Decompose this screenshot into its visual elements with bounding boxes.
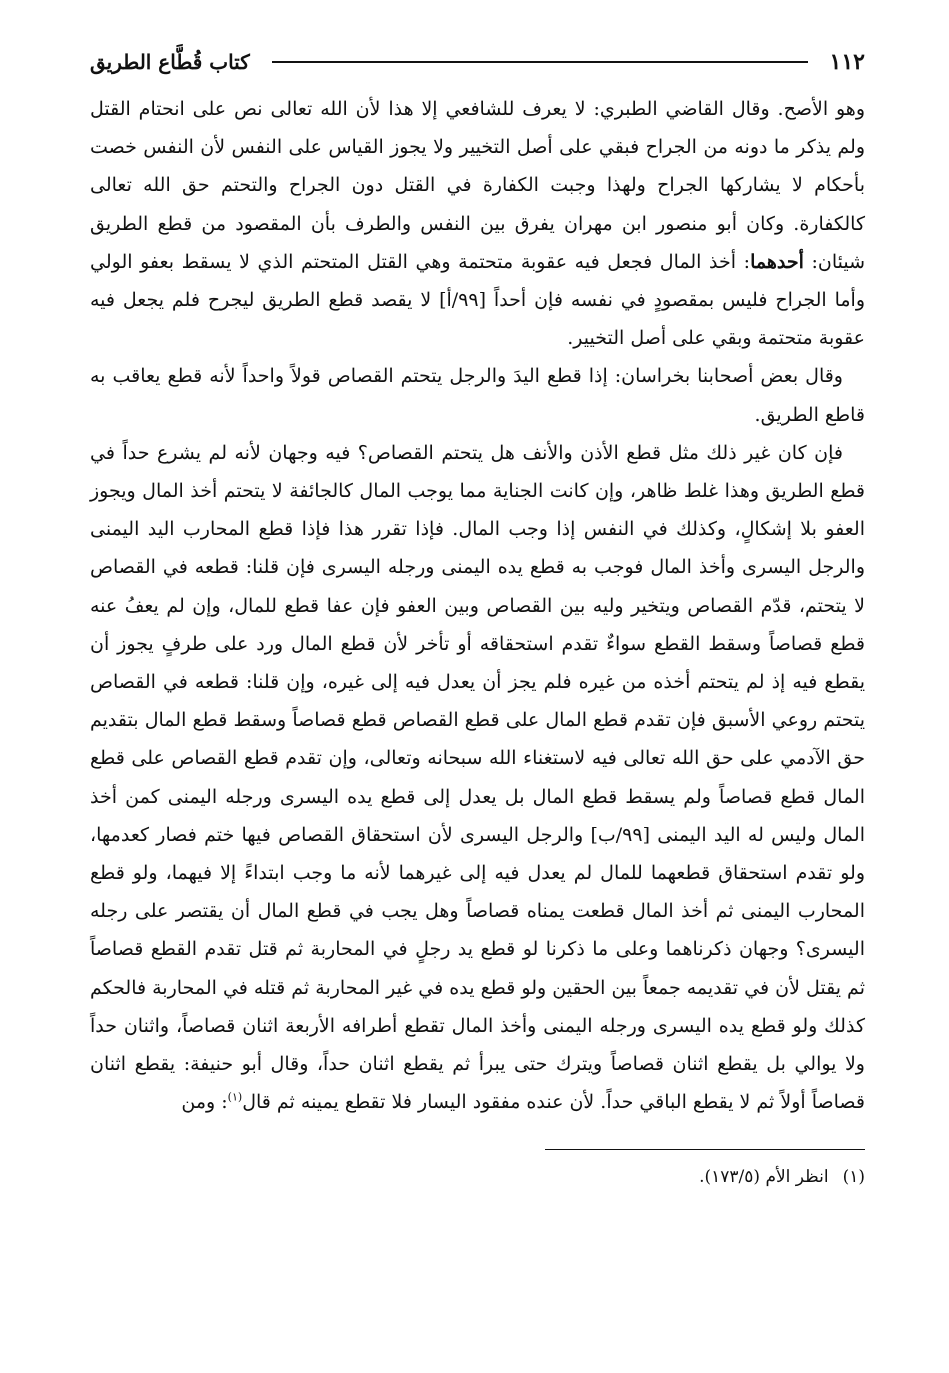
paragraph-1-text-a: وهو الأصح. وقال القاضي الطبري: لا يعرف للشافعي إلا هذا لأن الله تعالى نص على انحتام القتل ولم يذكر ما دونه من الجراح فبقي على أصل التخيير ولا يجوز القياس على النفس لأن النفس خصت بأحكام لا يشاركها الجراح ولهذا وجبت الكفارة في القتل دون الجراح والتحتم حق الله تعالى كالكفارة. وكان أبو منصور ابن مهران يفرق بين النفس والطرف بأن المقصود من قطع الطريق شيئان: xyxy=(90,98,865,273)
paragraph-3-text-a: فإن كان غير ذلك مثل قطع الأذن والأنف هل يتحتم القصاص؟ فيه وجهان لأنه لم يشرع حداً في قطع الطريق وهذا غلط ظاهر، وإن كانت الجناية مما يوجب المال كالجائفة لا يتحتم أخذ المال ويجوز العفو بلا إشكالٍ، وكذلك في النفس إذا وجب المال. فإذا تقرر هذا فإذا قطع المحارب اليد اليمنى والرجل اليسرى وأخذ المال فوجب به قطع يده اليمنى ورجله اليسرى فإن قلنا: قطعه في القصاص لا يتحتم، قدّم القصاص ويتخير وليه بين القصاص وبين العفو فإن عفا قطع للمال، وإن لم يعفُ عنه قطع قصاصاً وسقط القطع سواءٌ تقدم استحقاقه أو تأخر لأن قطع المال ورد على طرفٍ يجوز أن يقطع فيه إذ لم يتحتم أخذه من غيره فلم يجز أن يعدل فيه إلى غيره، وإن قلنا: قطعه في القصاص يتحتم روعي الأسبق فإن تقدم قطع المال على قطع القصاص قطع قصاصاً وسقط قطع المال بتقديم حق الآدمي على حق الله تعالى فيه لاستغناء الله سبحانه وتعالى، وإن تقدم قطع القصاص على قطع المال قطع قصاصاً ولم يسقط قطع المال بل يعدل إلى قطع يده اليسرى ورجله اليمنى كمن أخذ المال وليس له اليد اليمنى [٩٩/ب] والرجل اليسرى لأن استحقاق القصاص فيها ختم فصار كعدمها، ولو تقدم استحقاق قطعهما للمال لم يعدل فيه إلى غيرهما لأنه ما وجب ابتداءً إلا فيهما، ولو قطع المحارب اليمنى ثم أخذ المال قطعت يمناه قصاصاً وهل يجب في قطع المال أن يقتصر على رجله اليسرى؟ وجهان ذكرناهما وعلى ما ذكرنا لو قطع يد رجلٍ في المحاربة ثم قتل تقدم القطع قصاصاً ثم يقتل لأن في تقديمه جمعاً بين الحقين ولو قطع يده في غير المحاربة ثم قتله في المحاربة فالحكم كذلك ولو قطع يده اليسرى ورجله اليمنى وأخذ المال تقطع أطرافه الأربعة اثنان قصاصاً، واثنان حداً ولا يوالي بل يقطع اثنان قصاصاً ويترك حتى يبرأ ثم يقطع اثنان حداً، وقال أبو حنيفة: يقطع اثنان قصاصاً أولاً ثم لا يقطع الباقي حداً. لأن عنده مفقود اليسار فلا تقطع يمينه ثم قال xyxy=(90,441,865,1114)
footnote xyxy=(90,1164,865,1190)
footnote-number: (١) xyxy=(842,1167,865,1188)
book-page xyxy=(90,42,865,1190)
body-text xyxy=(90,90,865,1121)
page-header xyxy=(90,42,865,82)
paragraph-1 xyxy=(90,90,865,357)
footnote-rule xyxy=(545,1149,865,1150)
paragraph-2: وقال بعض أصحابنا بخراسان: إذا قطع اليدَ والرجل يتحتم القصاص قولاً واحداً لأنه قطع يعاقب به قاطع الطريق. xyxy=(90,365,865,426)
footnote-text: انظر الأم (١٧٣/٥). xyxy=(699,1167,829,1188)
page-number: ١١٢ xyxy=(829,49,865,75)
header-rule xyxy=(272,61,808,63)
paragraph-1-text-b: : أخذ المال فجعل فيه عقوبة متحتمة وهي القتل المتحتم الذي لا يسقط بعفو الولي وأما الجراح فليس بمقصودٍ في نفسه فإن أحداً [٩٩/أ] لا يقصد قطع الطريق ليجرح فلم يجعل فيه عقوبة متحتمة وبقي على أصل التخيير. xyxy=(90,250,866,350)
book-title: كتاب قُطَّاع الطريق xyxy=(90,50,250,74)
paragraph-3-text-b: : ومن xyxy=(181,1091,228,1114)
paragraph-3 xyxy=(90,434,865,1122)
paragraph-1-bold-term: أحدهما xyxy=(750,250,804,273)
footnote-reference[interactable]: (١) xyxy=(227,1090,243,1104)
